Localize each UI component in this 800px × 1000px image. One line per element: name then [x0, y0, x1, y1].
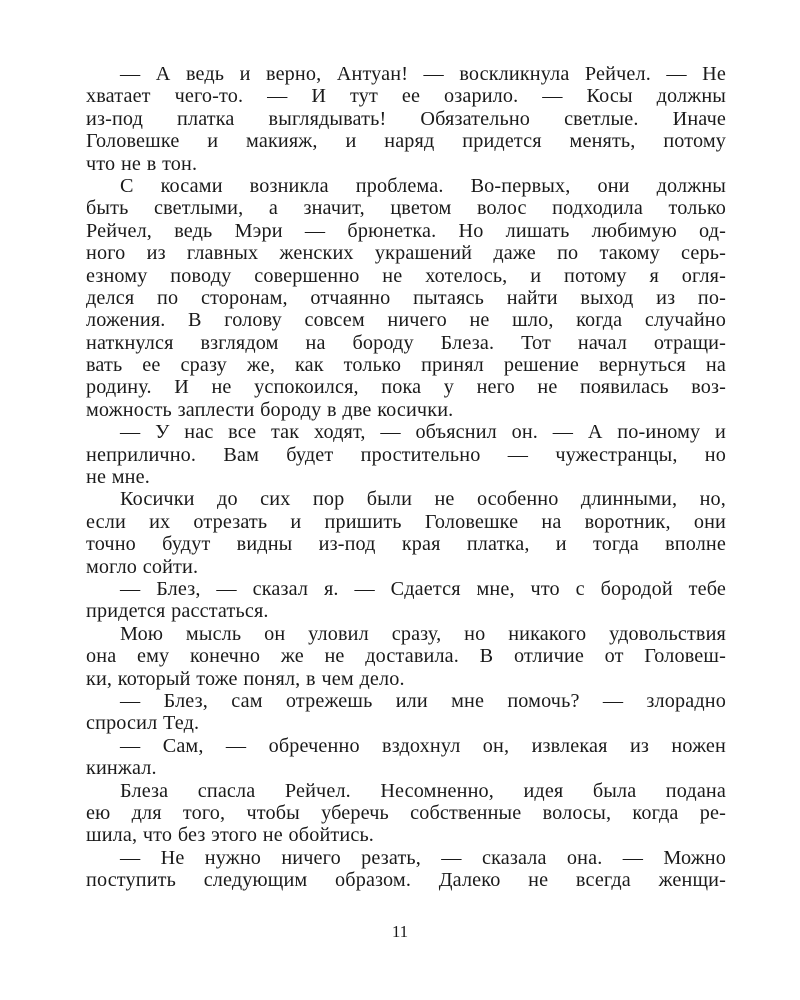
text-line: могло сойти.	[86, 555, 199, 578]
text-line: — Не нужно ничего резать, — сказала она. — Можно	[120, 846, 726, 869]
text-line: вать ее сразу же, как только принял решение вернуться на	[86, 354, 726, 377]
text-line: из-под платка выглядывать! Обязательно светлые. Иначе	[86, 107, 726, 130]
text-line: кинжал.	[86, 757, 157, 780]
text-line: спросил Тед.	[86, 712, 200, 735]
text-line: ею для того, чтобы уберечь собственные волосы, когда ре-	[86, 801, 726, 824]
text-line: — У нас все так ходят, — объяснил он. — А по-иному и	[120, 421, 726, 444]
text-line: что не в тон.	[86, 152, 198, 175]
text-line: С косами возникла проблема. Во-первых, они должны	[120, 174, 726, 197]
text-line: Рейчел, ведь Мэри — брюнетка. Но лишать любимую од-	[86, 219, 726, 242]
text-line: Косички до сих пор были не особенно длинными, но,	[120, 488, 726, 511]
text-line: езному поводу совершенно не хотелось, и потому я огля-	[86, 264, 726, 287]
text-line: придется расстаться.	[86, 600, 269, 623]
text-line: — Сам, — обреченно вздохнул он, извлекая из ножен	[120, 734, 726, 757]
text-line: — Блез, сам отрежешь или мне помочь? — злорадно	[120, 689, 726, 712]
text-line: хватает чего-то. — И тут ее озарило. — Косы должны	[86, 85, 726, 108]
text-line: ложения. В голову совсем ничего не шло, когда случайно	[86, 309, 726, 332]
text-line: ного из главных женских украшений даже по такому серь-	[86, 242, 726, 265]
text-line: если их отрезать и пришить Головешке на воротник, они	[86, 510, 726, 533]
text-line: ки, который тоже понял, в чем дело.	[86, 667, 405, 690]
text-line: Мою мысль он уловил сразу, но никакого удовольствия	[120, 622, 726, 645]
text-line: можность заплести бороду в две косички.	[86, 398, 454, 421]
text-line: быть светлыми, а значит, цветом волос подходила только	[86, 197, 726, 220]
text-line: шила, что без этого не обойтись.	[86, 824, 375, 847]
text-line: наткнулся взглядом на бороду Блеза. Тот начал отращи-	[86, 331, 726, 354]
page-number: 11	[391, 922, 409, 941]
text-line: точно будут видны из-под края платка, и тогда вполне	[86, 533, 726, 556]
text-line: она ему конечно же не доставила. В отличие от Головеш-	[86, 645, 726, 668]
text-line: неприлично. Вам будет простительно — чужестранцы, но	[86, 443, 726, 466]
text-line: — А ведь и верно, Антуан! — воскликнула Рейчел. — Не	[120, 63, 726, 85]
text-line: не мне.	[86, 466, 150, 489]
text-line: поступить следующим образом. Далеко не всегда женщи-	[86, 869, 726, 892]
text-line: Головешке и макияж, и наряд придется менять, потому	[86, 130, 726, 153]
text-line: делся по сторонам, отчаянно пытаясь найти выход из по-	[86, 286, 726, 309]
text-line: Блеза спасла Рейчел. Несомненно, идея была подана	[120, 779, 726, 802]
text-line: — Блез, — сказал я. — Сдается мне, что с бородой тебе	[120, 577, 726, 600]
text-line: родину. И не успокоился, пока у него не появилась воз-	[86, 376, 726, 399]
body-text	[86, 63, 726, 891]
